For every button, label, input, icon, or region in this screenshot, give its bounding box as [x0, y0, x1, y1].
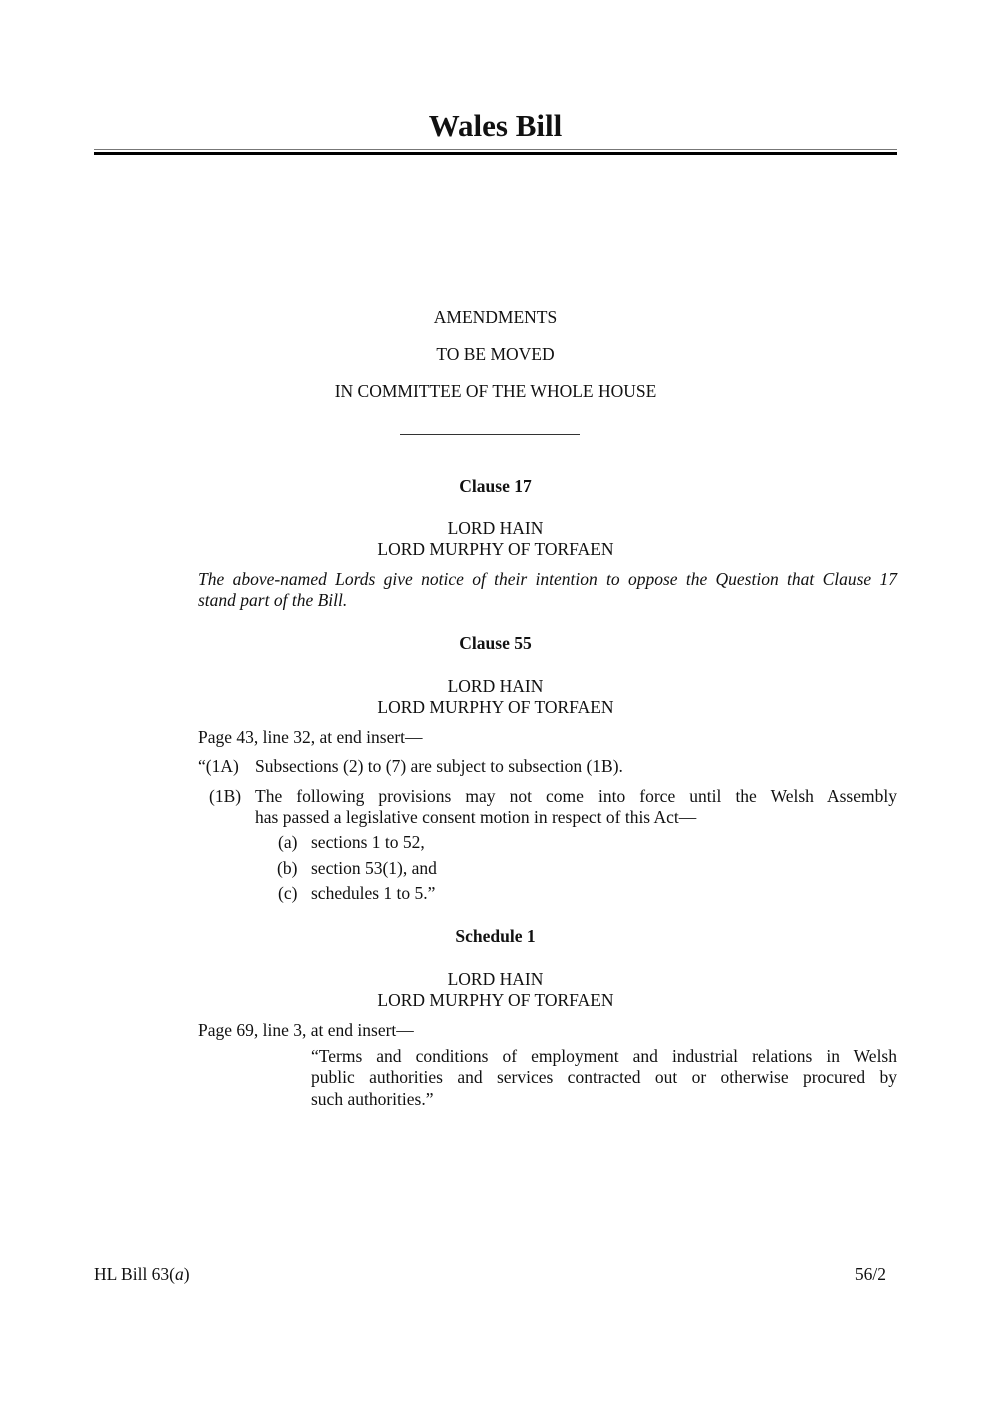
mover: LORD HAIN	[447, 676, 544, 696]
amendment-instruction: Page 69, line 3, at end insert—	[198, 1020, 414, 1040]
heading-line: IN COMMITTEE OF THE WHOLE HOUSE	[334, 381, 657, 401]
bill-number	[94, 1264, 190, 1285]
heading-line: AMENDMENTS	[433, 307, 558, 327]
bill-number-suffix: a	[175, 1264, 184, 1284]
notice-text: The above-named Lords give notice of their intention to oppose the Question that Clause 17	[198, 569, 897, 589]
separator-rule	[400, 434, 580, 435]
item-number: (b)	[277, 858, 298, 878]
title-rule-thick	[94, 152, 897, 155]
subsection-number: “(1A)	[198, 756, 239, 776]
amendment-instruction: Page 43, line 32, at end insert—	[198, 727, 423, 747]
subsection-text: Subsections (2) to (7) are subject to subsection (1B).	[255, 756, 623, 776]
quote-text: “Terms and conditions of employment and industrial relations in Welsh	[311, 1046, 897, 1066]
item-number: (c)	[278, 883, 298, 903]
mover: LORD MURPHY OF TORFAEN	[377, 697, 614, 717]
section-heading: Schedule 1	[455, 926, 536, 946]
item-text: section 53(1), and	[311, 858, 437, 878]
item-text: schedules 1 to 5.”	[311, 883, 436, 903]
mover: LORD HAIN	[447, 518, 544, 538]
item-text: sections 1 to 52,	[311, 832, 425, 852]
quote-text: such authorities.”	[311, 1089, 434, 1109]
print-code: 56/2	[854, 1264, 886, 1284]
subsection-text: The following provisions may not come into force until the Welsh Assembly	[255, 786, 897, 806]
heading-line: TO BE MOVED	[436, 344, 555, 364]
title-rule-thin	[94, 149, 897, 150]
section-heading: Clause 55	[459, 633, 532, 653]
section-heading: Clause 17	[459, 476, 532, 496]
mover: LORD MURPHY OF TORFAEN	[377, 539, 614, 559]
item-number: (a)	[278, 832, 298, 852]
subsection-number: (1B)	[209, 786, 242, 806]
bill-number-close: )	[183, 1264, 190, 1284]
mover: LORD MURPHY OF TORFAEN	[377, 990, 614, 1010]
quote-text: public authorities and services contracted out or otherwise procured by	[311, 1067, 897, 1087]
mover: LORD HAIN	[447, 969, 544, 989]
notice-text: stand part of the Bill.	[198, 590, 348, 610]
subsection-text: has passed a legislative consent motion in respect of this Act—	[255, 807, 697, 827]
bill-title: Wales Bill	[428, 108, 563, 143]
bill-number-prefix: HL Bill 63(	[94, 1264, 176, 1284]
